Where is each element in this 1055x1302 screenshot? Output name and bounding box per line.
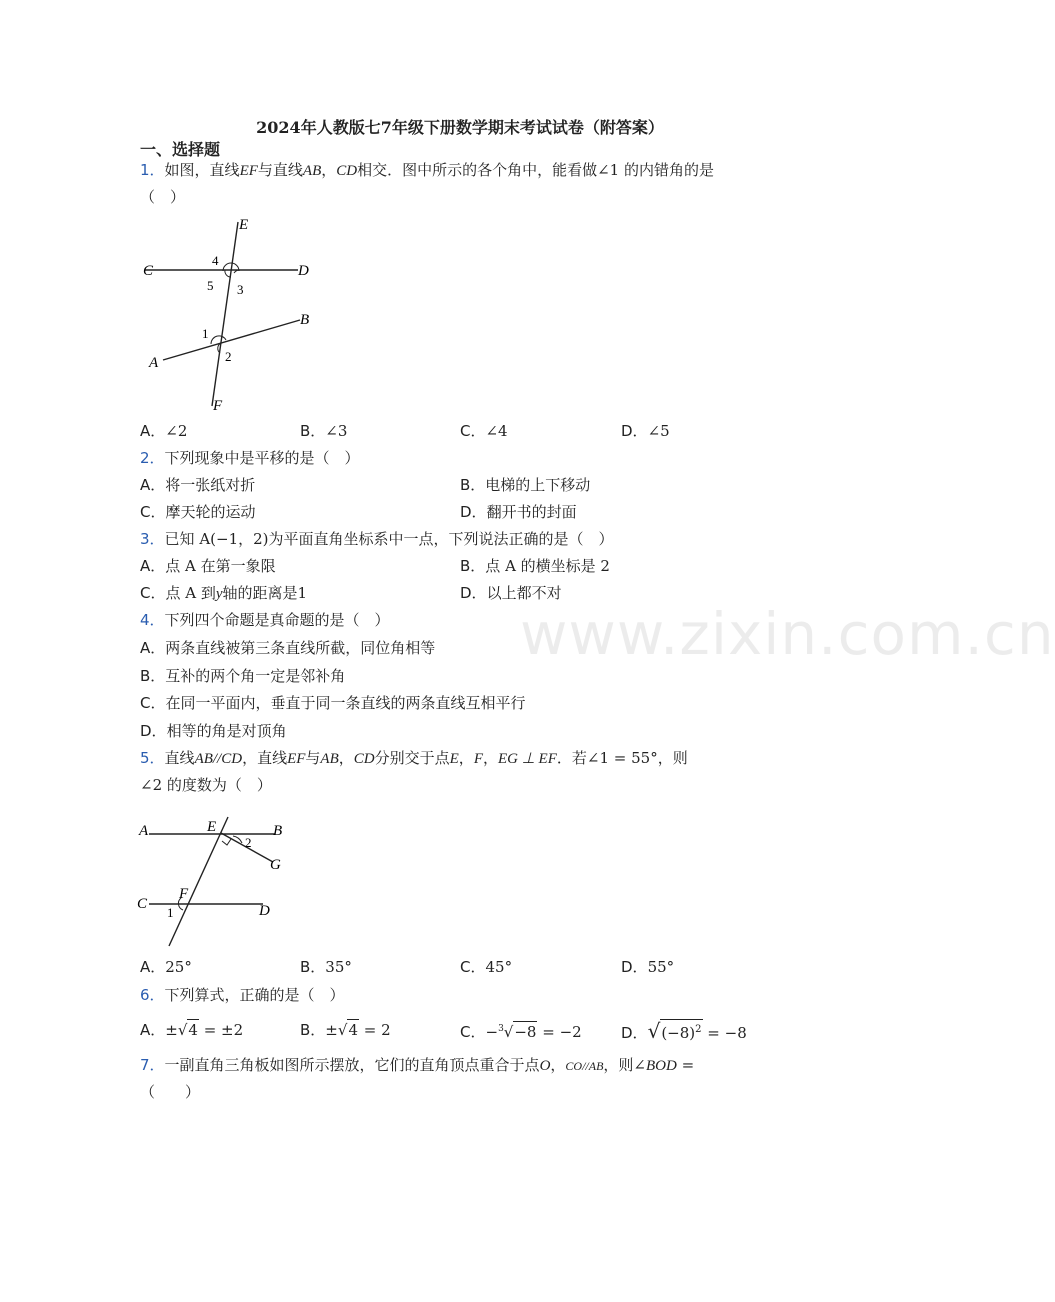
label-f: F xyxy=(179,886,189,902)
label-angle-2: 2 xyxy=(225,349,232,364)
label-d: D xyxy=(298,263,309,279)
section-heading: 一、选择题 xyxy=(140,140,221,159)
q6-option-a[interactable]: A．±√4 = ±2 xyxy=(140,1021,244,1039)
q3-option-a[interactable]: A．点 A 在第一象限 xyxy=(140,557,276,575)
q5-option-a[interactable]: A．25° xyxy=(140,958,192,976)
watermark: www.zixin.com.cn xyxy=(520,600,1055,668)
question-1-paren: （ ） xyxy=(140,188,186,206)
question-6: 6．下列算式，正确的是（ ） xyxy=(140,986,345,1004)
label-angle-4: 4 xyxy=(212,253,219,268)
line-ef xyxy=(169,817,228,946)
q5-option-d[interactable]: D．55° xyxy=(621,958,675,976)
label-e: E xyxy=(207,819,217,835)
q2-option-c[interactable]: C．摩天轮的运动 xyxy=(140,503,256,521)
q1-option-a[interactable]: A．∠2 xyxy=(140,422,188,440)
label-b: B xyxy=(273,823,283,839)
q6-option-b[interactable]: B．±√4 = 2 xyxy=(300,1021,391,1039)
question-1: 1．如图，直线EF与直线AB，CD相交．图中所示的各个角中，能看做∠1 的内错角的是 xyxy=(140,161,714,179)
q3-option-c[interactable]: C．点 A 到y轴的距离是1 xyxy=(140,584,308,602)
sqrt-icon: √ xyxy=(337,1021,348,1039)
figure-1 xyxy=(135,210,335,416)
figure-5 xyxy=(135,812,295,950)
q5-option-c[interactable]: C．45° xyxy=(460,958,513,976)
q4-option-a[interactable]: A．两条直线被第三条直线所截，同位角相等 xyxy=(140,639,436,657)
cube-root-icon: √ xyxy=(503,1023,514,1041)
q1-option-b[interactable]: B．∠3 xyxy=(300,422,348,440)
label-angle-2: 2 xyxy=(245,835,252,850)
q6-option-c[interactable]: C．−$^3$√−8 = −2 xyxy=(460,1023,582,1041)
label-e: E xyxy=(239,217,249,233)
q4-option-d[interactable]: D．相等的角是对顶角 xyxy=(140,722,287,740)
q2-option-d[interactable]: D．翻开书的封面 xyxy=(460,503,577,521)
question-7-paren: （ ） xyxy=(140,1083,201,1101)
line-ef xyxy=(212,222,238,406)
question-5: 5．直线AB//CD，直线EF与AB，CD分别交于点E，F，EG ⊥ EF．若∠1 = 55°，则 xyxy=(140,749,688,767)
label-angle-1: 1 xyxy=(202,326,209,341)
question-number: 1． xyxy=(140,161,165,179)
question-3: 3．已知 A(−1，2)为平面直角坐标系中一点，下列说法正确的是（ ） xyxy=(140,530,614,548)
question-2: 2．下列现象中是平移的是（ ） xyxy=(140,449,360,467)
q5-option-b[interactable]: B．35° xyxy=(300,958,352,976)
sqrt-icon: √ xyxy=(177,1021,188,1039)
q2-option-b[interactable]: B．电梯的上下移动 xyxy=(460,476,591,494)
q4-option-c[interactable]: C．在同一平面内，垂直于同一条直线的两条直线互相平行 xyxy=(140,694,526,712)
label-c: C xyxy=(143,263,154,279)
q1-option-c[interactable]: C．∠4 xyxy=(460,422,508,440)
label-f: F xyxy=(213,398,223,414)
label-angle-1: 1 xyxy=(167,905,174,920)
q2-option-a[interactable]: A．将一张纸对折 xyxy=(140,476,256,494)
sqrt-icon: √ xyxy=(647,1019,661,1043)
question-4: 4．下列四个命题是真命题的是（ ） xyxy=(140,611,390,629)
q4-option-b[interactable]: B．互补的两个角一定是邻补角 xyxy=(140,667,346,685)
label-c: C xyxy=(137,896,148,912)
label-angle-5: 5 xyxy=(207,278,214,293)
page-title: 2024年人教版七7年级下册数学期末考试试卷（附答案） xyxy=(256,118,664,137)
label-g: G xyxy=(270,857,281,873)
label-angle-3: 3 xyxy=(237,282,244,297)
q1-option-d[interactable]: D．∠5 xyxy=(621,422,670,440)
label-d: D xyxy=(259,903,270,919)
label-a: A xyxy=(139,823,149,839)
label-a: A xyxy=(149,355,159,371)
q3-option-d[interactable]: D．以上都不对 xyxy=(460,584,562,602)
label-b: B xyxy=(300,312,310,328)
right-angle-mark xyxy=(222,839,231,845)
question-5-line-2: ∠2 的度数为（ ） xyxy=(140,776,272,794)
q6-option-d[interactable]: D．$√(-8)^2 = -8$ xyxy=(621,1019,747,1043)
question-7: 7．一副直角三角板如图所示摆放，它们的直角顶点重合于点O，CO//AB，则∠BOD = xyxy=(140,1056,695,1074)
q3-option-b[interactable]: B．点 A 的横坐标是 2 xyxy=(460,557,610,575)
line-ab xyxy=(163,320,300,360)
